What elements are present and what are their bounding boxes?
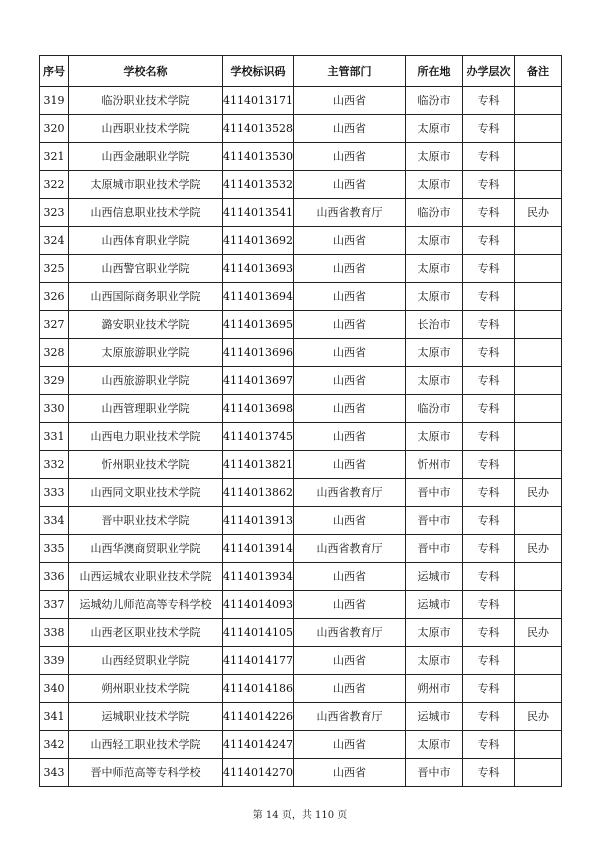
cell-school-name: 运城职业技术学院 bbox=[69, 703, 223, 731]
cell-remarks bbox=[515, 647, 562, 675]
cell-school-name: 运城幼儿师范高等专科学校 bbox=[69, 591, 223, 619]
cell-department: 山西省 bbox=[294, 563, 406, 591]
cell-school-name: 山西职业技术学院 bbox=[69, 115, 223, 143]
cell-remarks bbox=[515, 395, 562, 423]
cell-location: 太原市 bbox=[406, 283, 463, 311]
cell-level: 专科 bbox=[463, 647, 515, 675]
cell-school-name: 山西管理职业学院 bbox=[69, 395, 223, 423]
cell-department: 山西省 bbox=[294, 591, 406, 619]
cell-location: 太原市 bbox=[406, 227, 463, 255]
cell-index: 324 bbox=[40, 227, 69, 255]
cell-department: 山西省 bbox=[294, 171, 406, 199]
cell-school-name: 太原旅游职业学院 bbox=[69, 339, 223, 367]
cell-level: 专科 bbox=[463, 507, 515, 535]
cell-school-code: 4114013692 bbox=[223, 227, 294, 255]
cell-remarks bbox=[515, 563, 562, 591]
cell-school-name: 忻州职业技术学院 bbox=[69, 451, 223, 479]
cell-location: 运城市 bbox=[406, 591, 463, 619]
cell-remarks bbox=[515, 227, 562, 255]
cell-index: 326 bbox=[40, 283, 69, 311]
cell-location: 太原市 bbox=[406, 339, 463, 367]
table-row bbox=[40, 479, 562, 507]
cell-index: 319 bbox=[40, 87, 69, 115]
cell-school-code: 4114014093 bbox=[223, 591, 294, 619]
table-row bbox=[40, 283, 562, 311]
cell-remarks bbox=[515, 339, 562, 367]
cell-department: 山西省教育厅 bbox=[294, 703, 406, 731]
cell-location: 长治市 bbox=[406, 311, 463, 339]
cell-location: 太原市 bbox=[406, 143, 463, 171]
cell-level: 专科 bbox=[463, 255, 515, 283]
cell-department: 山西省 bbox=[294, 731, 406, 759]
cell-level: 专科 bbox=[463, 675, 515, 703]
cell-location: 太原市 bbox=[406, 647, 463, 675]
cell-department: 山西省 bbox=[294, 283, 406, 311]
table-header-row bbox=[40, 56, 562, 87]
cell-index: 341 bbox=[40, 703, 69, 731]
cell-department: 山西省 bbox=[294, 647, 406, 675]
header-school-name: 学校名称 bbox=[69, 56, 223, 87]
table-row bbox=[40, 619, 562, 647]
cell-level: 专科 bbox=[463, 339, 515, 367]
cell-school-code: 4114014270 bbox=[223, 759, 294, 787]
cell-location: 朔州市 bbox=[406, 675, 463, 703]
cell-location: 晋中市 bbox=[406, 507, 463, 535]
cell-level: 专科 bbox=[463, 451, 515, 479]
cell-location: 太原市 bbox=[406, 171, 463, 199]
cell-school-name: 山西轻工职业技术学院 bbox=[69, 731, 223, 759]
cell-school-name: 山西旅游职业学院 bbox=[69, 367, 223, 395]
cell-school-name: 山西运城农业职业技术学院 bbox=[69, 563, 223, 591]
cell-department: 山西省 bbox=[294, 339, 406, 367]
cell-remarks bbox=[515, 283, 562, 311]
cell-remarks bbox=[515, 311, 562, 339]
cell-school-name: 临汾职业技术学院 bbox=[69, 87, 223, 115]
cell-index: 322 bbox=[40, 171, 69, 199]
cell-school-name: 潞安职业技术学院 bbox=[69, 311, 223, 339]
cell-location: 临汾市 bbox=[406, 199, 463, 227]
cell-level: 专科 bbox=[463, 367, 515, 395]
table-row bbox=[40, 339, 562, 367]
cell-school-name: 山西体育职业学院 bbox=[69, 227, 223, 255]
cell-school-name: 山西信息职业技术学院 bbox=[69, 199, 223, 227]
cell-remarks bbox=[515, 591, 562, 619]
cell-index: 340 bbox=[40, 675, 69, 703]
cell-school-name: 山西金融职业学院 bbox=[69, 143, 223, 171]
cell-index: 321 bbox=[40, 143, 69, 171]
page-number: 第 14 页，共 110 页 bbox=[252, 810, 348, 821]
table-row bbox=[40, 423, 562, 451]
cell-location: 太原市 bbox=[406, 115, 463, 143]
cell-school-code: 4114013696 bbox=[223, 339, 294, 367]
cell-index: 336 bbox=[40, 563, 69, 591]
cell-remarks bbox=[515, 115, 562, 143]
cell-index: 337 bbox=[40, 591, 69, 619]
cell-index: 334 bbox=[40, 507, 69, 535]
header-school-code: 学校标识码 bbox=[223, 56, 294, 87]
cell-school-name: 太原城市职业技术学院 bbox=[69, 171, 223, 199]
cell-department: 山西省 bbox=[294, 675, 406, 703]
table-row bbox=[40, 759, 562, 787]
cell-school-code: 4114013862 bbox=[223, 479, 294, 507]
cell-index: 325 bbox=[40, 255, 69, 283]
cell-school-code: 4114013532 bbox=[223, 171, 294, 199]
cell-school-code: 4114013914 bbox=[223, 535, 294, 563]
cell-department: 山西省教育厅 bbox=[294, 479, 406, 507]
cell-index: 338 bbox=[40, 619, 69, 647]
cell-department: 山西省 bbox=[294, 759, 406, 787]
cell-location: 临汾市 bbox=[406, 395, 463, 423]
cell-index: 320 bbox=[40, 115, 69, 143]
cell-remarks bbox=[515, 731, 562, 759]
cell-level: 专科 bbox=[463, 199, 515, 227]
table-row bbox=[40, 703, 562, 731]
cell-location: 晋中市 bbox=[406, 479, 463, 507]
cell-level: 专科 bbox=[463, 703, 515, 731]
cell-department: 山西省 bbox=[294, 255, 406, 283]
cell-remarks: 民办 bbox=[515, 479, 562, 507]
table-row bbox=[40, 143, 562, 171]
cell-school-code: 4114014177 bbox=[223, 647, 294, 675]
cell-location: 晋中市 bbox=[406, 759, 463, 787]
cell-level: 专科 bbox=[463, 311, 515, 339]
table-row bbox=[40, 675, 562, 703]
table-row bbox=[40, 395, 562, 423]
cell-remarks bbox=[515, 451, 562, 479]
cell-department: 山西省 bbox=[294, 87, 406, 115]
cell-department: 山西省 bbox=[294, 367, 406, 395]
cell-school-name: 山西华澳商贸职业学院 bbox=[69, 535, 223, 563]
table-row bbox=[40, 311, 562, 339]
cell-index: 331 bbox=[40, 423, 69, 451]
cell-school-code: 4114013698 bbox=[223, 395, 294, 423]
cell-department: 山西省 bbox=[294, 311, 406, 339]
cell-school-code: 4114013821 bbox=[223, 451, 294, 479]
cell-index: 330 bbox=[40, 395, 69, 423]
cell-level: 专科 bbox=[463, 479, 515, 507]
table-row bbox=[40, 171, 562, 199]
cell-school-name: 晋中师范高等专科学校 bbox=[69, 759, 223, 787]
cell-location: 忻州市 bbox=[406, 451, 463, 479]
cell-level: 专科 bbox=[463, 423, 515, 451]
table-row bbox=[40, 507, 562, 535]
cell-location: 太原市 bbox=[406, 423, 463, 451]
cell-index: 332 bbox=[40, 451, 69, 479]
cell-remarks bbox=[515, 507, 562, 535]
cell-school-code: 4114013913 bbox=[223, 507, 294, 535]
table-row bbox=[40, 731, 562, 759]
cell-index: 327 bbox=[40, 311, 69, 339]
cell-department: 山西省 bbox=[294, 143, 406, 171]
table-row bbox=[40, 367, 562, 395]
cell-school-code: 4114013697 bbox=[223, 367, 294, 395]
cell-remarks bbox=[515, 143, 562, 171]
table-row bbox=[40, 87, 562, 115]
cell-remarks: 民办 bbox=[515, 619, 562, 647]
cell-level: 专科 bbox=[463, 227, 515, 255]
cell-school-name: 山西老区职业技术学院 bbox=[69, 619, 223, 647]
cell-index: 335 bbox=[40, 535, 69, 563]
cell-department: 山西省 bbox=[294, 451, 406, 479]
header-remarks: 备注 bbox=[515, 56, 562, 87]
cell-level: 专科 bbox=[463, 115, 515, 143]
cell-school-code: 4114014105 bbox=[223, 619, 294, 647]
cell-remarks: 民办 bbox=[515, 199, 562, 227]
cell-level: 专科 bbox=[463, 619, 515, 647]
cell-level: 专科 bbox=[463, 143, 515, 171]
cell-level: 专科 bbox=[463, 731, 515, 759]
cell-level: 专科 bbox=[463, 171, 515, 199]
cell-school-name: 山西警官职业学院 bbox=[69, 255, 223, 283]
cell-school-name: 晋中职业技术学院 bbox=[69, 507, 223, 535]
cell-location: 太原市 bbox=[406, 255, 463, 283]
table-row bbox=[40, 563, 562, 591]
header-department: 主管部门 bbox=[294, 56, 406, 87]
cell-location: 运城市 bbox=[406, 563, 463, 591]
cell-school-code: 4114013693 bbox=[223, 255, 294, 283]
cell-school-code: 4114014186 bbox=[223, 675, 294, 703]
cell-remarks bbox=[515, 367, 562, 395]
cell-index: 342 bbox=[40, 731, 69, 759]
cell-school-name: 山西国际商务职业学院 bbox=[69, 283, 223, 311]
cell-index: 329 bbox=[40, 367, 69, 395]
cell-remarks bbox=[515, 759, 562, 787]
table-row bbox=[40, 227, 562, 255]
cell-location: 运城市 bbox=[406, 703, 463, 731]
cell-level: 专科 bbox=[463, 591, 515, 619]
cell-department: 山西省 bbox=[294, 507, 406, 535]
cell-location: 太原市 bbox=[406, 619, 463, 647]
cell-department: 山西省 bbox=[294, 227, 406, 255]
cell-remarks bbox=[515, 675, 562, 703]
table-body bbox=[40, 87, 562, 787]
cell-location: 临汾市 bbox=[406, 87, 463, 115]
cell-level: 专科 bbox=[463, 87, 515, 115]
cell-level: 专科 bbox=[463, 563, 515, 591]
cell-department: 山西省 bbox=[294, 115, 406, 143]
cell-remarks: 民办 bbox=[515, 703, 562, 731]
cell-location: 太原市 bbox=[406, 731, 463, 759]
cell-remarks bbox=[515, 423, 562, 451]
cell-school-code: 4114013694 bbox=[223, 283, 294, 311]
cell-school-code: 4114013541 bbox=[223, 199, 294, 227]
cell-school-code: 4114013171 bbox=[223, 87, 294, 115]
cell-remarks bbox=[515, 255, 562, 283]
cell-school-code: 4114013528 bbox=[223, 115, 294, 143]
cell-level: 专科 bbox=[463, 535, 515, 563]
cell-school-name: 朔州职业技术学院 bbox=[69, 675, 223, 703]
cell-index: 333 bbox=[40, 479, 69, 507]
cell-school-code: 4114013695 bbox=[223, 311, 294, 339]
cell-school-name: 山西电力职业技术学院 bbox=[69, 423, 223, 451]
table-row bbox=[40, 451, 562, 479]
cell-department: 山西省教育厅 bbox=[294, 199, 406, 227]
cell-remarks bbox=[515, 171, 562, 199]
cell-school-name: 山西经贸职业学院 bbox=[69, 647, 223, 675]
table-row bbox=[40, 255, 562, 283]
cell-school-name: 山西同文职业技术学院 bbox=[69, 479, 223, 507]
cell-location: 太原市 bbox=[406, 367, 463, 395]
cell-department: 山西省 bbox=[294, 423, 406, 451]
table-row bbox=[40, 115, 562, 143]
school-list-table bbox=[39, 55, 562, 787]
cell-department: 山西省教育厅 bbox=[294, 535, 406, 563]
cell-level: 专科 bbox=[463, 759, 515, 787]
header-index: 序号 bbox=[40, 56, 69, 87]
cell-school-code: 4114013530 bbox=[223, 143, 294, 171]
cell-remarks: 民办 bbox=[515, 535, 562, 563]
cell-index: 339 bbox=[40, 647, 69, 675]
header-location: 所在地 bbox=[406, 56, 463, 87]
header-level: 办学层次 bbox=[463, 56, 515, 87]
cell-location: 晋中市 bbox=[406, 535, 463, 563]
cell-department: 山西省 bbox=[294, 395, 406, 423]
table-row bbox=[40, 535, 562, 563]
cell-index: 323 bbox=[40, 199, 69, 227]
table-row bbox=[40, 647, 562, 675]
cell-school-code: 4114013934 bbox=[223, 563, 294, 591]
table-row bbox=[40, 591, 562, 619]
table-row bbox=[40, 199, 562, 227]
cell-index: 343 bbox=[40, 759, 69, 787]
cell-department: 山西省教育厅 bbox=[294, 619, 406, 647]
cell-level: 专科 bbox=[463, 283, 515, 311]
cell-school-code: 4114014226 bbox=[223, 703, 294, 731]
cell-level: 专科 bbox=[463, 395, 515, 423]
cell-school-code: 4114013745 bbox=[223, 423, 294, 451]
cell-school-code: 4114014247 bbox=[223, 731, 294, 759]
cell-remarks bbox=[515, 87, 562, 115]
cell-index: 328 bbox=[40, 339, 69, 367]
